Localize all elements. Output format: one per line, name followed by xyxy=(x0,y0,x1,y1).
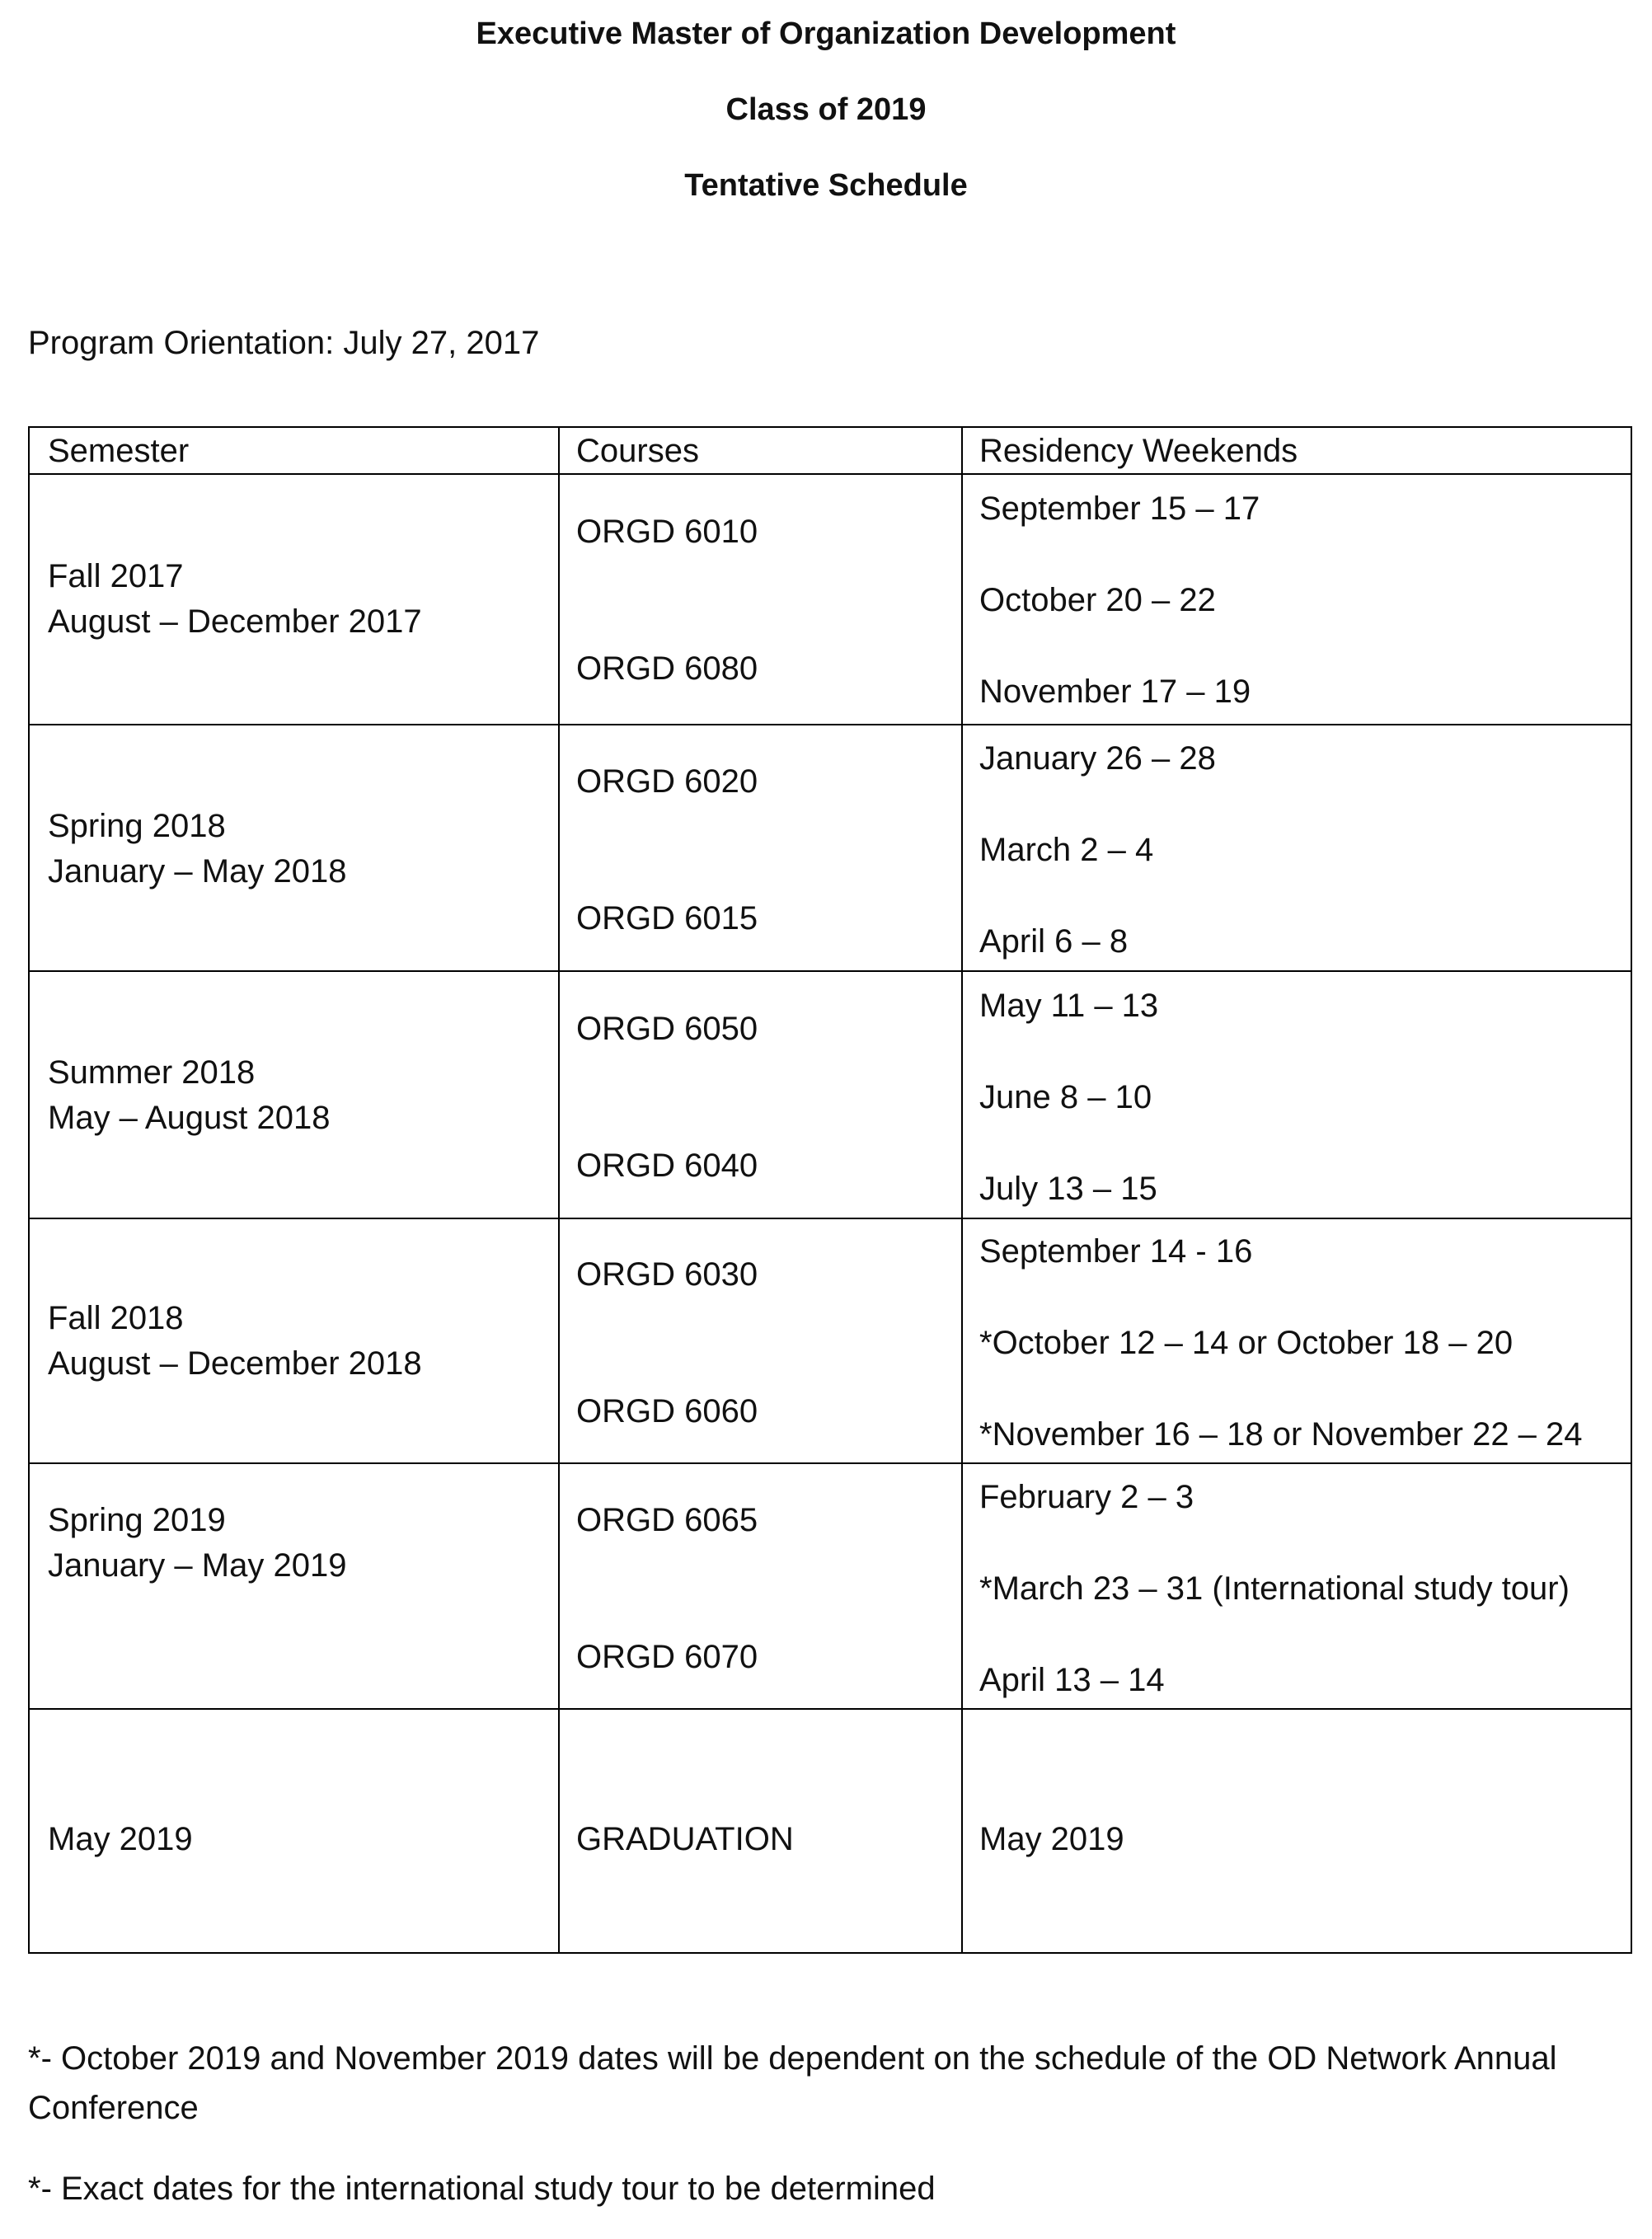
residency-weekend: November 17 – 19 xyxy=(979,674,1251,710)
row-divider xyxy=(30,1218,1631,1219)
residency-weekend: September 15 – 17 xyxy=(979,491,1260,527)
column-divider xyxy=(558,428,560,1952)
row-divider xyxy=(30,724,1631,725)
column-header-courses: Courses xyxy=(576,433,699,469)
row-divider xyxy=(30,1462,1631,1464)
semester-range: August – December 2018 xyxy=(48,1345,422,1382)
semester-range: August – December 2017 xyxy=(48,603,422,640)
residency-weekend: April 6 – 8 xyxy=(979,923,1129,960)
row-divider xyxy=(30,473,1631,475)
course-code: ORGD 6020 xyxy=(576,763,758,800)
column-header-semester: Semester xyxy=(48,433,190,469)
residency-weekend: September 14 - 16 xyxy=(979,1233,1253,1270)
column-header-residency-weekends: Residency Weekends xyxy=(979,433,1298,469)
class-year: Class of 2019 xyxy=(725,92,927,127)
semester-range: January – May 2018 xyxy=(48,853,347,889)
footnote-study-tour: *- Exact dates for the international study tour to be determined xyxy=(28,2171,936,2207)
residency-weekend: March 2 – 4 xyxy=(979,832,1154,868)
course-code: ORGD 6080 xyxy=(576,650,758,687)
residency-weekend: February 2 – 3 xyxy=(979,1479,1194,1515)
residency-weekend: June 8 – 10 xyxy=(979,1079,1152,1115)
residency-weekend: July 13 – 15 xyxy=(979,1171,1157,1207)
course-code: ORGD 6060 xyxy=(576,1393,758,1429)
semester-name: Fall 2018 xyxy=(48,1300,184,1336)
residency-weekend: October 20 – 22 xyxy=(979,582,1216,618)
schedule-subtitle: Tentative Schedule xyxy=(684,168,968,203)
semester-name: Spring 2019 xyxy=(48,1502,226,1538)
semester-name: Summer 2018 xyxy=(48,1054,256,1091)
footnote-conference: *- October 2019 and November 2019 dates will be dependent on the schedule of the OD Network Annual Conference xyxy=(28,2040,1557,2126)
course-code: ORGD 6030 xyxy=(576,1256,758,1293)
course-code: ORGD 6040 xyxy=(576,1148,758,1184)
semester-range: May – August 2018 xyxy=(48,1100,331,1136)
graduation-label: GRADUATION xyxy=(576,1821,794,1857)
schedule-table xyxy=(28,426,1632,1954)
residency-weekend: January 26 – 28 xyxy=(979,740,1216,777)
residency-weekend: *March 23 – 31 (International study tour) xyxy=(979,1570,1570,1607)
course-code: ORGD 6050 xyxy=(576,1011,758,1047)
course-code: ORGD 6010 xyxy=(576,514,758,550)
residency-weekend: April 13 – 14 xyxy=(979,1662,1165,1698)
residency-weekend: May 11 – 13 xyxy=(979,988,1159,1024)
semester-name: Spring 2018 xyxy=(48,808,226,844)
semester-name: May 2019 xyxy=(48,1821,193,1857)
course-code: ORGD 6065 xyxy=(576,1502,758,1538)
column-divider xyxy=(961,428,963,1952)
program-orientation: Program Orientation: July 27, 2017 xyxy=(28,325,540,361)
residency-weekend: May 2019 xyxy=(979,1821,1124,1857)
document-title: Executive Master of Organization Development xyxy=(476,16,1176,51)
row-divider xyxy=(30,1708,1631,1710)
course-code: ORGD 6070 xyxy=(576,1639,758,1675)
course-code: ORGD 6015 xyxy=(576,900,758,936)
residency-weekend: *October 12 – 14 or October 18 – 20 xyxy=(979,1325,1514,1361)
semester-name: Fall 2017 xyxy=(48,558,184,594)
residency-weekend: *November 16 – 18 or November 22 – 24 xyxy=(979,1416,1583,1453)
row-divider xyxy=(30,970,1631,972)
semester-range: January – May 2019 xyxy=(48,1547,347,1584)
